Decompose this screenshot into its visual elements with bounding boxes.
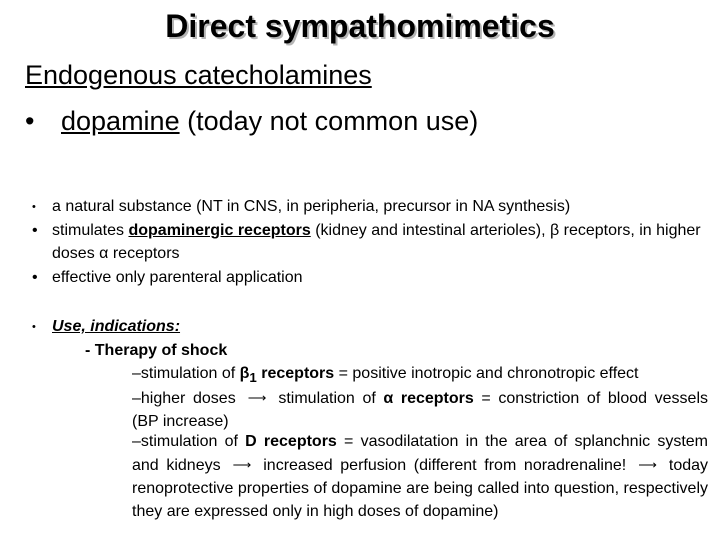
beta-subscript: 1 (249, 370, 257, 386)
main-bullet (25, 104, 478, 138)
point-stimulates (52, 219, 708, 265)
detail-beta1-pre: –stimulation of (132, 365, 240, 382)
point-parenteral: effective only parenteral application (52, 269, 303, 286)
dopaminergic-receptors-term: dopaminergic receptors (128, 222, 311, 239)
d-receptors-term: D receptors (245, 433, 337, 450)
beta1-receptors-term (239, 365, 335, 386)
slide-title: Direct sympathomimetics (165, 8, 555, 44)
detail-beta1-post: = positive inotropic and chronotropic effect (334, 365, 639, 382)
slide-subtitle: Endogenous catecholamines (25, 60, 372, 90)
alpha-receptors-term: α receptors (383, 390, 474, 407)
dopamine-note: (today not common use) (179, 106, 479, 136)
bullet-icon: • (32, 201, 36, 213)
therapy-of-shock: - Therapy of shock (85, 342, 228, 359)
point-stimulates-pre: stimulates (52, 222, 129, 239)
bullet-icon: • (32, 269, 38, 286)
beta1-receptors-label: receptors (256, 365, 335, 382)
detail-d-receptors-post1: = vasodilatation in the area of splanchnic system and kidneys (132, 433, 709, 474)
detail-d-receptors-pre: –stimulation of (132, 433, 246, 450)
arrow-right-icon: ⟶ (247, 390, 267, 405)
use-indications-heading: Use, indications: (52, 318, 181, 335)
bullet-icon: • (25, 106, 35, 136)
detail-d-receptors (132, 430, 708, 523)
bullet-icon: • (32, 321, 36, 333)
arrow-right-icon: ⟶ (638, 457, 657, 472)
point-stimulates-post: (kidney and intestinal arterioles), β receptors, in higher doses α receptors (52, 222, 701, 262)
detail-higher-doses-post: = constriction of blood vessels (BP increase) (132, 390, 709, 430)
arrow-right-icon: ⟶ (232, 457, 252, 472)
detail-higher-doses-mid: stimulation of (278, 390, 384, 407)
point-use-indications (52, 315, 708, 338)
detail-higher-doses-pre: –higher doses (132, 390, 236, 407)
detail-higher-doses (132, 386, 708, 433)
beta-symbol: β (239, 365, 250, 382)
dopamine-term: dopamine (61, 106, 180, 136)
point-natural-substance: a natural substance (NT in CNS, in peripheria, precursor in NA synthesis) (52, 198, 571, 215)
detail-d-receptors-post2: increased perfusion (different from noradrenaline! (263, 457, 627, 474)
bullet-icon: • (32, 222, 38, 239)
detail-d-receptors-post3: today renoprotective properties of dopamine are being called into question, respectively they are expressed only in high doses of dopamine) (132, 457, 709, 520)
